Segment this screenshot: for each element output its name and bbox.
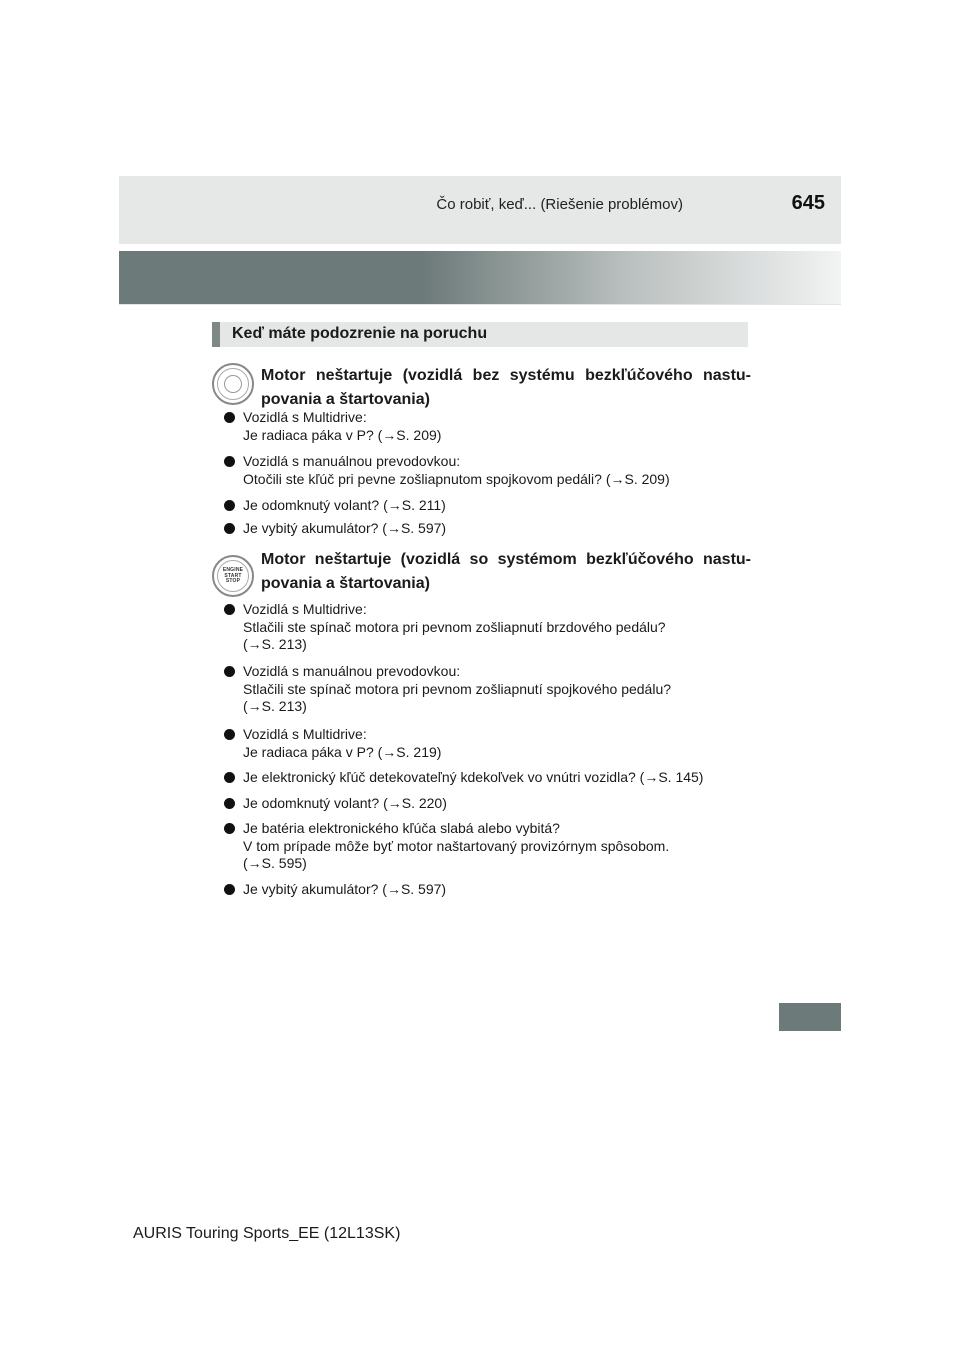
list-item-text: Vozidlá s Multidrive: Je radiaca páka v P? (→S. 219) <box>243 726 442 760</box>
topic-title: Motor neštartuje (vozidlá bez systému bezkľúčového nastu-povania a štartovania) <box>261 367 751 408</box>
band-divider <box>119 304 841 305</box>
list-item-text: Vozidlá s manuálnou prevodovkou: Stlačili ste spínač motora pri pevnom zošliapnutí spojkového pedálu? (→S. 213) <box>243 663 672 714</box>
list-item-text: Je vybitý akumulátor? (→S. 597) <box>243 881 447 897</box>
bullet-icon <box>224 500 235 511</box>
page-number: 645 <box>791 192 825 214</box>
list-item-text: Je odomknutý volant? (→S. 211) <box>243 497 446 513</box>
page-header <box>119 176 841 244</box>
icon-label-line: STOP <box>225 578 241 584</box>
bullet-icon <box>224 412 235 423</box>
list-item-text: Je vybitý akumulátor? (→S. 597) <box>243 520 447 536</box>
ignition-ring <box>224 375 242 393</box>
bullet-icon <box>224 729 235 740</box>
list-item-text: Je elektronický kľúč detekovateľný kdekoľvek vo vnútri vozidla? (→S. 145) <box>243 769 704 785</box>
list-item-text: Je odomknutý volant? (→S. 220) <box>243 795 447 811</box>
icon-label-line: START <box>224 572 242 579</box>
section-title: Keď máte podozrenie na poruchu <box>232 325 488 342</box>
engine-start-stop-label <box>214 568 252 585</box>
icon-label-line: ENGINE <box>222 567 244 573</box>
bullet-icon <box>224 456 235 467</box>
chapter-title: Čo robiť, keď... (Riešenie problémov) <box>436 196 683 213</box>
chapter-edge-tab <box>779 1003 841 1031</box>
footer-text: AURIS Touring Sports_EE (12L13SK) <box>133 1225 401 1242</box>
list-item-text: Vozidlá s Multidrive: Stlačili ste spínač motora pri pevnom zošliapnutí brzdového pedálu? (→S. 213) <box>243 601 666 652</box>
section-header <box>212 322 748 347</box>
list-item-text: Je batéria elektronického kľúča slabá alebo vybitá? V tom prípade môže byť motor naštartovaný provizórnym spôsobom. (→S. 595) <box>243 820 670 871</box>
bullet-icon <box>224 798 235 809</box>
bullet-icon <box>224 523 235 534</box>
bullet-icon <box>224 666 235 677</box>
bullet-icon <box>224 772 235 783</box>
bullet-icon <box>224 884 235 895</box>
list-item-text: Vozidlá s manuálnou prevodovkou: Otočili ste kľúč pri pevne zošliapnutom spojkovom pedáli? (→S. 209) <box>243 453 670 487</box>
chapter-band <box>119 251 841 304</box>
engine-start-stop-icon <box>212 555 254 597</box>
key-ignition-icon <box>212 363 254 405</box>
list-item-text: Vozidlá s Multidrive: Je radiaca páka v P? (→S. 209) <box>243 409 442 443</box>
topic-title: Motor neštartuje (vozidlá so systémom bezkľúčového nastu-povania a štartovania) <box>261 551 751 592</box>
bullet-icon <box>224 823 235 834</box>
bullet-icon <box>224 604 235 615</box>
